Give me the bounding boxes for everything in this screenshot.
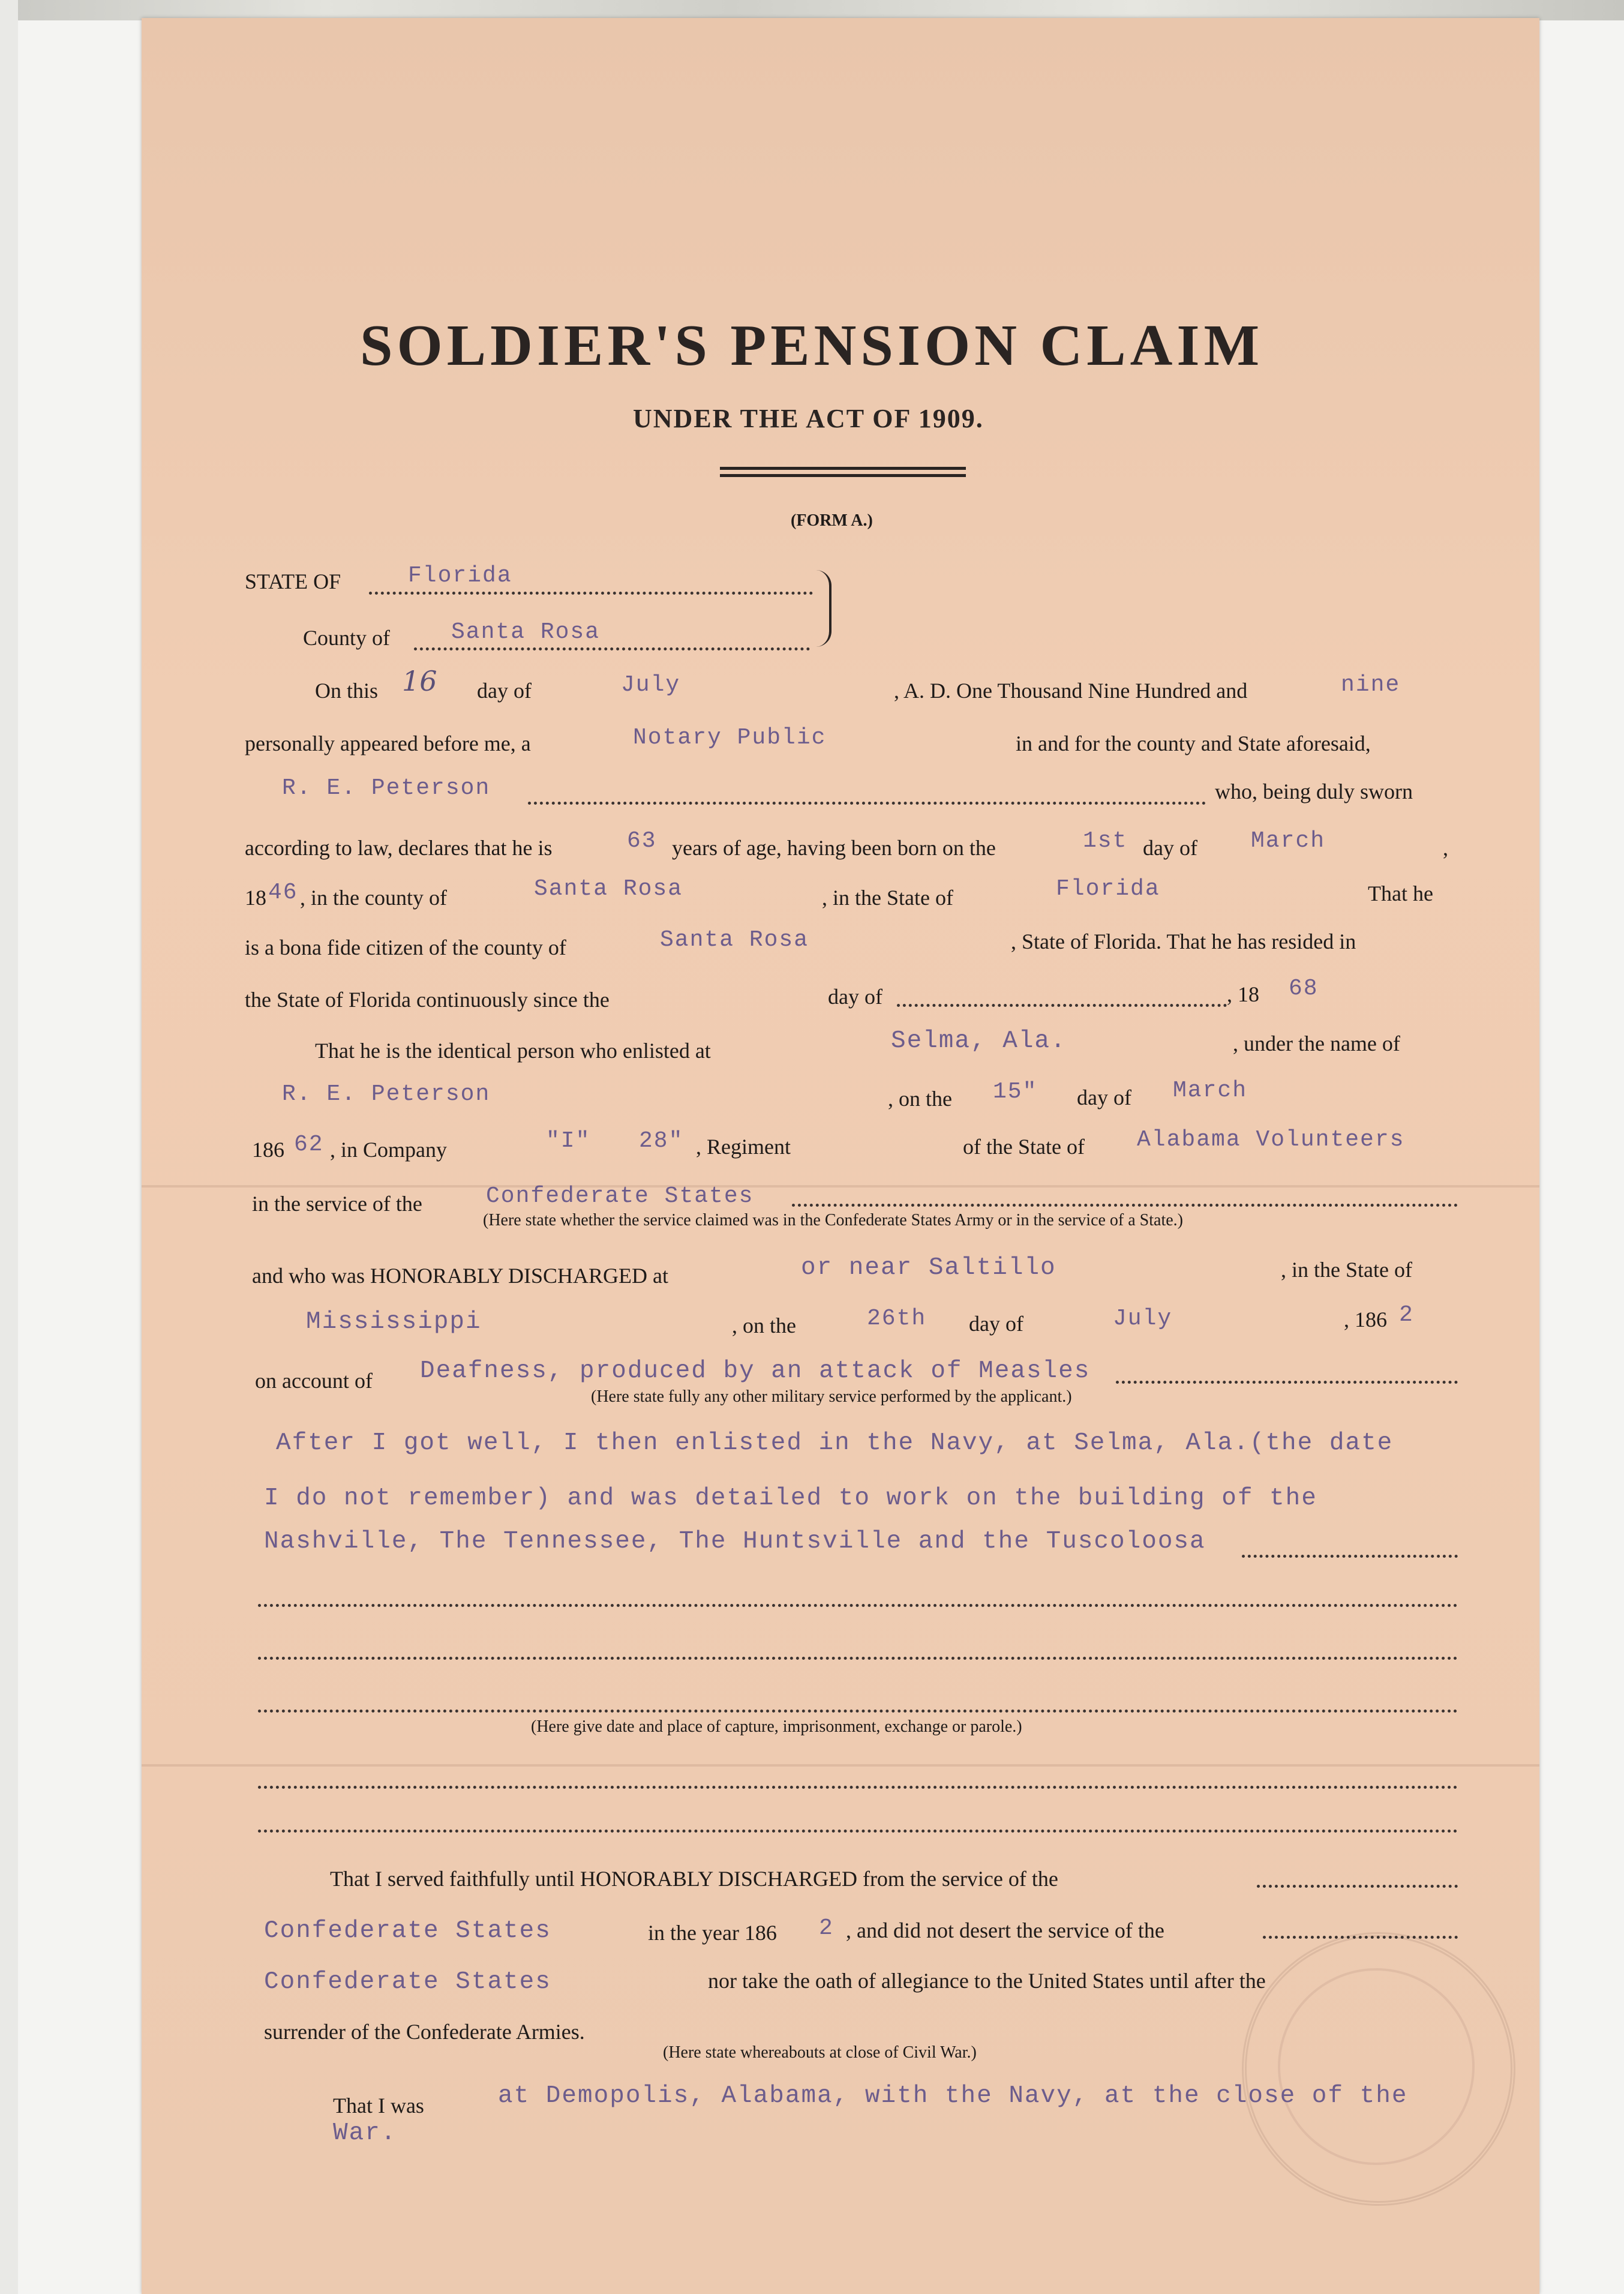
service-value[interactable]: Confederate States	[264, 1968, 551, 1996]
enlist-name[interactable]: R. E. Peterson	[282, 1081, 491, 1107]
whereabouts-continuation[interactable]: War.	[333, 2119, 397, 2147]
text: , on the	[888, 1087, 952, 1111]
text: That I served faithfully until HONORABLY DISCHARGED from the service of the	[330, 1867, 1058, 1891]
fill-line	[258, 1603, 1458, 1607]
text: That I was	[333, 2094, 424, 2118]
enlist-year[interactable]: 62	[294, 1132, 324, 1158]
text: years of age, having been born on the	[672, 836, 996, 860]
discharge-place[interactable]: or near Saltillo	[801, 1254, 1056, 1282]
text: according to law, declares that he is	[245, 836, 553, 860]
text: , 186	[1344, 1308, 1387, 1332]
text: , and did not desert the service of the	[846, 1918, 1164, 1942]
document-subtitle: UNDER THE ACT OF 1909.	[633, 404, 984, 433]
text: On this	[315, 679, 379, 703]
text: That he	[1368, 881, 1433, 905]
fill-line	[258, 1656, 1458, 1660]
state-value[interactable]: Florida	[408, 563, 512, 589]
fill-line	[369, 591, 813, 595]
notary-seal-inner	[1278, 1968, 1475, 2165]
fill-line	[1116, 1380, 1458, 1384]
service-year[interactable]: 2	[819, 1915, 834, 1941]
text: , A. D. One Thousand Nine Hundred and	[894, 679, 1248, 703]
text: , on the	[732, 1314, 796, 1338]
text: , in the State of	[1281, 1258, 1412, 1282]
born-month[interactable]: March	[1251, 828, 1326, 854]
service-line-2[interactable]: I do not remember) and was detailed to work on the building of the	[264, 1485, 1317, 1512]
scan-margin	[0, 0, 18, 2294]
service-value[interactable]: Confederate States	[486, 1183, 754, 1209]
residence-year[interactable]: 68	[1289, 976, 1319, 1001]
instruction-note: (Here state whether the service claimed was in the Confederate States Army or in the service of a State.)	[483, 1211, 1183, 1230]
discharge-month[interactable]: July	[1113, 1306, 1173, 1332]
text: , in the county of	[300, 886, 447, 910]
regiment-number[interactable]: 28"	[639, 1128, 684, 1154]
discharge-state[interactable]: Mississippi	[306, 1308, 482, 1336]
enlist-day[interactable]: 15"	[993, 1079, 1038, 1105]
text: day of	[477, 679, 532, 703]
text: day of	[1143, 836, 1197, 860]
bracket	[816, 570, 831, 647]
text: , Regiment	[696, 1135, 791, 1159]
title-rule-bottom	[720, 474, 966, 477]
enlist-place[interactable]: Selma, Ala.	[891, 1027, 1067, 1055]
text: nor take the oath of allegiance to the United States until after the	[708, 1969, 1266, 1993]
state-label: STATE OF	[245, 569, 341, 593]
text: That he is the identical person who enlisted at	[315, 1039, 711, 1063]
fill-line	[414, 647, 810, 650]
text: in the service of the	[252, 1192, 422, 1216]
text: day of	[969, 1312, 1023, 1336]
instruction-note: (Here state fully any other military service performed by the applicant.)	[591, 1387, 1072, 1406]
document-title: SOLDIER'S PENSION CLAIM	[360, 313, 1264, 378]
month-value[interactable]: July	[621, 672, 681, 698]
officer-title[interactable]: Notary Public	[633, 725, 827, 751]
text: , under the name of	[1233, 1031, 1400, 1055]
text: , 18	[1227, 982, 1259, 1006]
text: day of	[828, 985, 882, 1009]
year-value[interactable]: nine	[1341, 672, 1401, 698]
fill-line	[258, 1709, 1458, 1713]
fill-line	[1242, 1554, 1458, 1558]
instruction-note: (Here state whereabouts at close of Civil War.)	[663, 2043, 977, 2062]
county-value[interactable]: Santa Rosa	[451, 619, 601, 645]
text: in the year 186	[648, 1921, 777, 1945]
enlist-month[interactable]: March	[1173, 1078, 1248, 1103]
fold-line	[142, 1185, 1539, 1188]
title-rule-top	[720, 467, 966, 470]
born-year[interactable]: 46	[268, 880, 298, 905]
whereabouts-value[interactable]: at Demopolis, Alabama, with the Navy, at the close of the	[498, 2082, 1408, 2110]
born-day[interactable]: 1st	[1083, 828, 1128, 854]
handwritten-day[interactable]: 16	[402, 665, 437, 697]
fold-line	[142, 1764, 1539, 1767]
discharge-day[interactable]: 26th	[867, 1306, 927, 1332]
county-label: County of	[303, 626, 391, 650]
discharge-reason[interactable]: Deafness, produced by an attack of Measles	[420, 1357, 1091, 1385]
born-state[interactable]: Florida	[1056, 876, 1160, 902]
text: surrender of the Confederate Armies.	[264, 2020, 585, 2044]
text: of the State of	[963, 1135, 1085, 1159]
text: on account of	[255, 1369, 373, 1393]
regiment-state[interactable]: Alabama Volunteers	[1137, 1127, 1405, 1153]
applicant-name[interactable]: R. E. Peterson	[282, 775, 491, 801]
form-label: (FORM A.)	[791, 511, 873, 530]
born-county[interactable]: Santa Rosa	[534, 876, 683, 902]
text: 18	[245, 886, 266, 910]
scanner-edge	[0, 0, 1624, 20]
text: ,	[1443, 836, 1448, 860]
service-line-1[interactable]: After I got well, I then enlisted in the Navy, at Selma, Ala.(the date	[276, 1429, 1394, 1457]
text: who, being duly sworn	[1215, 779, 1413, 803]
text: , in Company	[330, 1138, 447, 1162]
age-value[interactable]: 63	[627, 828, 657, 854]
citizen-county[interactable]: Santa Rosa	[660, 927, 809, 953]
text: , State of Florida. That he has resided in	[1011, 929, 1356, 953]
fill-line	[792, 1203, 1458, 1207]
text: the State of Florida continuously since the	[245, 988, 610, 1012]
company-value[interactable]: "I"	[546, 1128, 591, 1154]
text: is a bona fide citizen of the county of	[245, 935, 566, 959]
fill-line	[528, 801, 1206, 805]
service-value[interactable]: Confederate States	[264, 1917, 551, 1945]
text: 186	[252, 1138, 284, 1162]
fill-line	[1263, 1935, 1458, 1939]
fill-line	[258, 1829, 1458, 1833]
text: and who was HONORABLY DISCHARGED at	[252, 1264, 669, 1288]
fill-line	[258, 1785, 1458, 1789]
fill-line	[897, 1003, 1227, 1007]
text: day of	[1077, 1085, 1131, 1109]
text: , in the State of	[822, 886, 953, 910]
text: in and for the county and State aforesaid,	[1016, 731, 1371, 755]
text: personally appeared before me, a	[245, 731, 531, 755]
instruction-note: (Here give date and place of capture, imprisonment, exchange or parole.)	[531, 1717, 1022, 1736]
discharge-year[interactable]: 2	[1399, 1302, 1414, 1328]
fill-line	[1257, 1884, 1458, 1888]
service-line-3[interactable]: Nashville, The Tennessee, The Huntsville and the Tuscoloosa	[264, 1528, 1206, 1555]
